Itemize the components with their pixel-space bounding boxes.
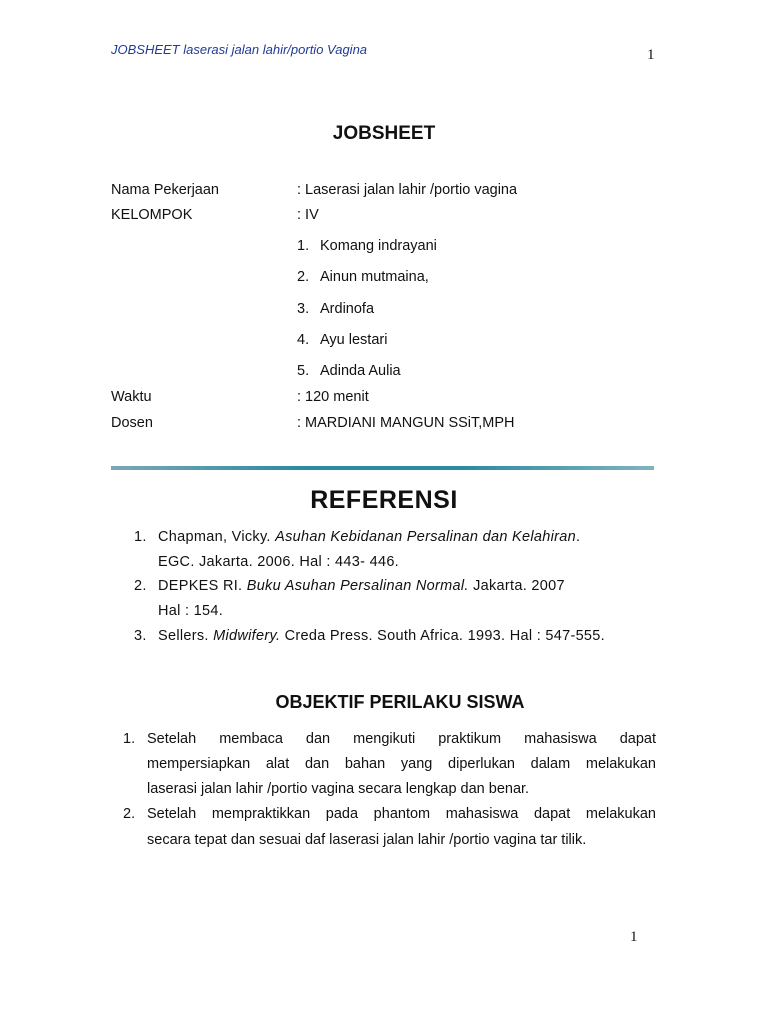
member-number: 3.: [297, 301, 310, 317]
waktu-label: Waktu: [111, 389, 152, 405]
reference-item: Sellers. Midwifery. Creda Press. South Africa. 1993. Hal : 547-555.: [158, 628, 605, 644]
objective-line: Setelah mempraktikkan pada phantom mahasiswa dapat melakukan: [147, 806, 656, 822]
waktu-value: : 120 menit: [297, 389, 369, 405]
header-page-number: 1: [647, 47, 655, 63]
objective-line: laserasi jalan lahir /portio vagina secara lengkap dan benar.: [147, 781, 530, 797]
reference-number: 3.: [134, 628, 147, 644]
nama-pekerjaan-value: : Laserasi jalan lahir /portio vagina: [297, 182, 518, 198]
reference-item: DEPKES RI. Buku Asuhan Persalinan Normal. Jakarta. 2007: [158, 578, 565, 594]
member-number: 5.: [297, 363, 310, 379]
reference-item-line2: EGC. Jakarta. 2006. Hal : 443- 446.: [158, 554, 400, 570]
running-header: JOBSHEET laserasi jalan lahir/portio Vagina: [111, 42, 368, 57]
member-name: Komang indrayani: [320, 238, 437, 254]
reference-item-line2: Hal : 154.: [158, 603, 224, 619]
member-name: Ayu lestari: [320, 332, 388, 348]
kelompok-value: : IV: [297, 207, 319, 223]
objective-line: mempersiapkan alat dan bahan yang diperlukan dalam melakukan: [147, 756, 656, 772]
objectives-title: OBJEKTIF PERILAKU SISWA: [275, 692, 525, 712]
references-title: REFERENSI: [310, 486, 458, 514]
document-title: JOBSHEET: [332, 123, 436, 144]
member-name: Ainun mutmaina,: [320, 269, 429, 285]
reference-book-title: Midwifery.: [213, 628, 281, 644]
member-name: Adinda Aulia: [320, 363, 401, 379]
member-name: Ardinofa: [320, 301, 375, 317]
objective-line: secara tepat dan sesuai daf laserasi jalan lahir /portio vagina tar tilik.: [147, 832, 587, 848]
reference-item: Chapman, Vicky. Asuhan Kebidanan Persalinan dan Kelahiran.: [158, 529, 581, 545]
member-number: 2.: [297, 269, 310, 285]
objective-number: 2.: [123, 806, 136, 822]
objective-line: Setelah membaca dan mengikuti praktikum mahasiswa dapat: [147, 731, 656, 747]
member-number: 1.: [297, 238, 310, 254]
reference-book-title: Asuhan Kebidanan Persalinan dan Kelahiran: [275, 529, 576, 545]
footer-page-number: 1: [630, 929, 638, 945]
dosen-label: Dosen: [111, 415, 153, 431]
section-divider: [111, 466, 654, 470]
dosen-value: : MARDIANI MANGUN SSiT,MPH: [297, 415, 515, 431]
reference-number: 1.: [134, 529, 147, 545]
objective-number: 1.: [123, 731, 136, 747]
nama-pekerjaan-label: Nama Pekerjaan: [111, 182, 219, 198]
member-number: 4.: [297, 332, 310, 348]
reference-book-title: Buku Asuhan Persalinan Normal.: [246, 578, 469, 594]
kelompok-label: KELOMPOK: [111, 207, 193, 223]
reference-number: 2.: [134, 578, 147, 594]
